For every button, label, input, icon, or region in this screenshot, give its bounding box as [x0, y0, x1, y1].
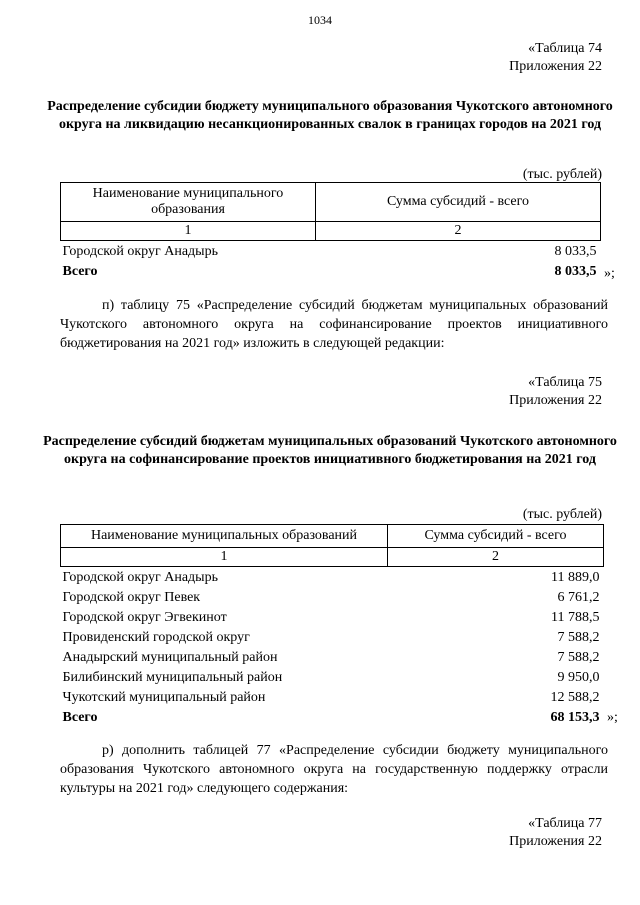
table75-note — [509, 374, 602, 410]
table-row — [61, 567, 604, 588]
table75-row-name: Чукотский муниципальный район — [62, 689, 266, 705]
table77-note-line2: Приложения 22 — [509, 834, 602, 849]
table75-total-value: 68 153,3 — [550, 709, 600, 725]
table-row — [61, 607, 604, 627]
table74-header-name: Наименование муниципального образования — [61, 183, 316, 222]
table75-row-name: Городской округ Анадырь — [62, 569, 218, 585]
table74-header-row — [61, 183, 601, 222]
table75-row-name: Городской округ Певек — [62, 589, 201, 605]
table75-row-value: 11 889,0 — [551, 569, 600, 585]
table75-row-value: 9 950,0 — [557, 669, 600, 685]
table74-row-name: Городской округ Анадырь — [62, 243, 218, 259]
table-row — [61, 241, 601, 262]
table-row — [61, 627, 604, 647]
table74-total-row — [61, 261, 601, 281]
table75-header-name: Наименование муниципальных образований — [61, 525, 388, 548]
table75-col-num-2: 2 — [388, 548, 604, 567]
table74-header-sum: Сумма субсидий - всего — [316, 183, 601, 222]
table74-header-num-row — [61, 222, 601, 241]
table75-row-name: Городской округ Эгвекинот — [62, 609, 227, 625]
table75-row-name: Провиденский городской округ — [62, 629, 250, 645]
paragraph-r: р) дополнить таблицей 77 «Распределение субсидии бюджету муниципального образования Чукотского автономного округа на государственную поддержку отрасли культуры на 2021 год» следующего содержания: — [60, 743, 608, 796]
table75-row-value: 7 588,2 — [557, 649, 600, 665]
page-number: 1034 — [308, 13, 332, 27]
table74-total-label: Всего — [62, 263, 98, 279]
table-row — [61, 647, 604, 667]
table74-total-value: 8 033,5 — [554, 263, 597, 279]
table74-note-line1: «Таблица 74 — [528, 41, 602, 56]
table75-header-sum: Сумма субсидий - всего — [388, 525, 604, 548]
table-row — [61, 587, 604, 607]
table74 — [60, 182, 601, 281]
table75-note-line1: «Таблица 75 — [528, 375, 602, 390]
table75-note-line2: Приложения 22 — [509, 393, 602, 408]
table75-row-name: Билибинский муниципальный район — [62, 669, 283, 685]
table74-col-num-1: 1 — [61, 222, 316, 241]
table77-note — [509, 815, 602, 851]
table-row — [61, 667, 604, 687]
table74-total-tail: »; — [604, 266, 615, 281]
paragraph-p: п) таблицу 75 «Распределение субсидий бюджетам муниципальных образований Чукотского автономного округа на софинансирование проектов инициативного бюджетирования на 2021 год» изложить в следующей редакции: — [60, 298, 608, 351]
table74-col-num-2: 2 — [316, 222, 601, 241]
table75-row-value: 6 761,2 — [557, 589, 600, 605]
table74-note-line2: Приложения 22 — [509, 59, 602, 74]
table75-row-value: 7 588,2 — [557, 629, 600, 645]
table74-unit: (тыс. рублей) — [522, 167, 602, 182]
table75-title: Распределение субсидий бюджетам муниципальных образований Чукотского автономного округа на софинансирование проектов инициативного бюджетирования на 2021 год — [43, 434, 617, 467]
table75-total-label: Всего — [62, 709, 98, 725]
table75 — [60, 524, 604, 727]
table75-total-tail: »; — [607, 710, 618, 725]
table75-unit: (тыс. рублей) — [522, 507, 602, 522]
table75-header-row — [61, 525, 604, 548]
table75-header-num-row — [61, 548, 604, 567]
table74-row-value: 8 033,5 — [554, 243, 597, 259]
table74-note — [509, 40, 602, 76]
table-row — [61, 687, 604, 707]
table77-note-line1: «Таблица 77 — [528, 816, 602, 831]
table74-title: Распределение субсидии бюджету муниципального образования Чукотского автономного округа на ликвидацию несанкционированных свалок в границах городов на 2021 год — [47, 99, 613, 132]
table75-col-num-1: 1 — [61, 548, 388, 567]
table75-row-value: 12 588,2 — [550, 689, 600, 705]
table75-row-name: Анадырский муниципальный район — [62, 649, 278, 665]
table75-row-value: 11 788,5 — [551, 609, 600, 625]
table75-total-row — [61, 707, 604, 727]
